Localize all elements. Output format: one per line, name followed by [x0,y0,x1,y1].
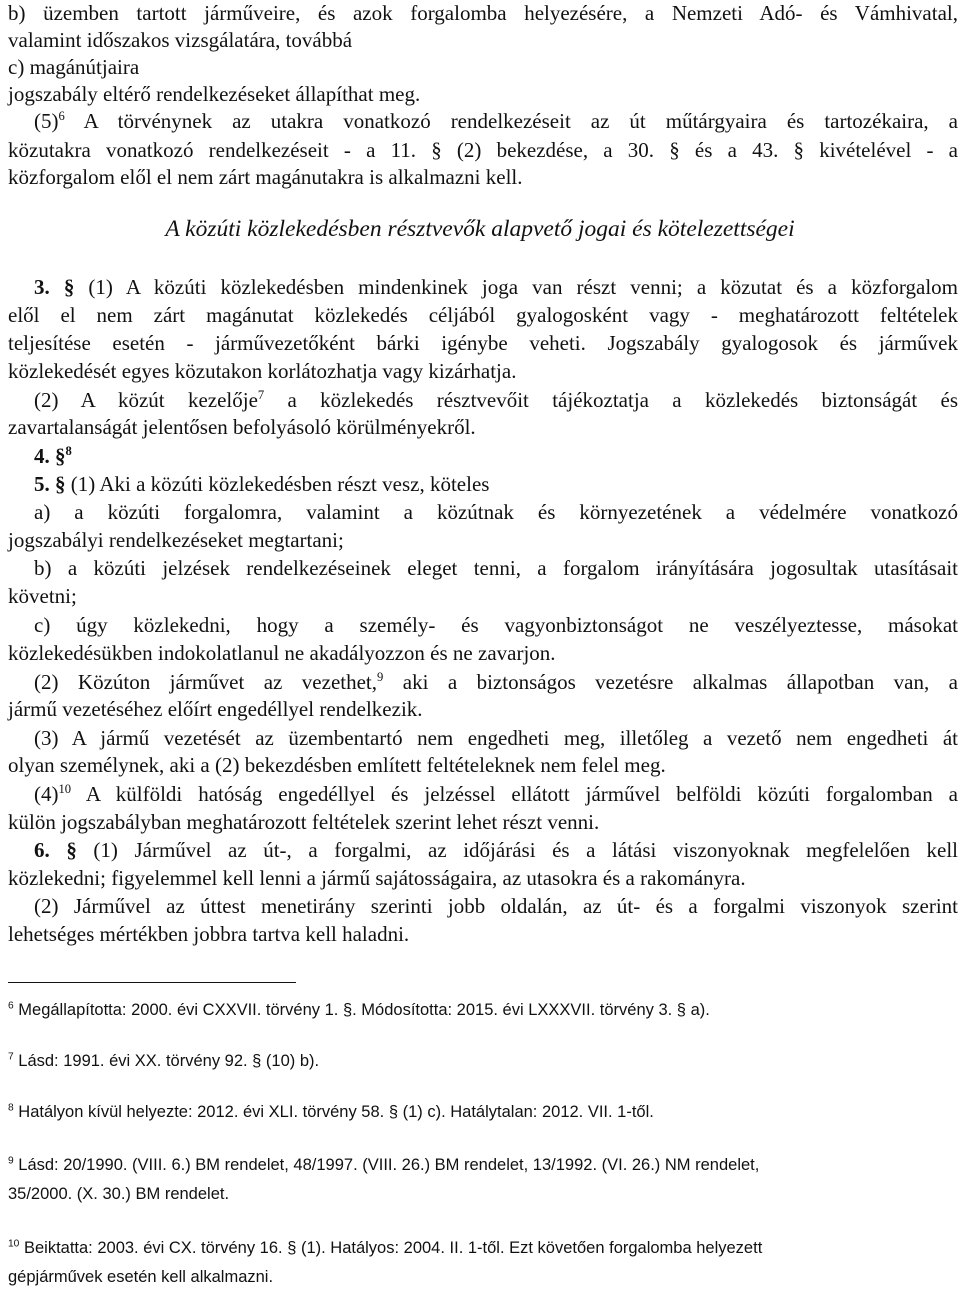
footnote-continuation: gépjárművek esetén kell alkalmazni. [8,1268,274,1286]
section-5-line: közlekedésükben indokolatlanul ne akadályozzon és ne zavarjon. [8,641,556,665]
body-line: c) magánútjaira [8,55,140,79]
footnote-ref[interactable]: 8 [65,444,72,458]
paragraph-text: (1) Aki a közúti közlekedésben részt vesz, köteles [65,472,490,496]
section-6-line: (2) Járművel az úttest menetirány szerinti jobb oldalán, az út- és a forgalmi viszonyok szerint [34,894,958,918]
paragraph-number: (5) [34,109,59,133]
section-3-line: elől el nem zárt magánutat közlekedés céljából gyalogosként vagy - meghatározott feltételek [8,303,958,327]
section-5-line [34,781,958,808]
section-5-line [34,471,958,498]
section-5-line: a) a közúti forgalomra, valamint a közútnak és környezetének a védelmére vonatkozó [34,500,958,524]
section-number: 4. § [34,444,66,468]
footnote [8,997,958,1024]
paragraph-5-line [34,108,958,135]
footnote-text: Megállapította: 2000. évi CXXVII. törvény 1. §. Módosította: 2015. évi LXXXVII. törvény 3. § a). [18,1001,710,1019]
paragraph-5-line: közforgalom elől el nem zárt magánutakra is alkalmazni kell. [8,165,523,189]
section-5-line: olyan személynek, aki a (2) bekezdésben említett feltételeknek nem felel meg. [8,753,666,777]
footnote-number: 10 [8,1238,20,1250]
section-number: 6. § [34,838,77,862]
footnote-number: 9 [8,1155,14,1167]
paragraph-text: a közlekedés résztvevőit tájékoztatja a közlekedés biztonságát és [264,388,958,412]
footnote-number: 8 [8,1102,14,1114]
footnote-number: 7 [8,1051,14,1063]
section-5-line: c) úgy közlekedni, hogy a személy- és vagyonbiztonságot ne veszélyeztesse, másokat [34,613,958,637]
section-6-line [34,837,958,864]
footnote [8,1099,958,1126]
paragraph-text: A törvénynek az utakra vonatkozó rendelkezéseit az út műtárgyaira és tartozékaira, a [64,109,958,133]
paragraph-text: (2) Közúton járművet az vezethet, [34,670,378,694]
footnote-separator [8,982,296,983]
section-3-line: zavartalanságát jelentősen befolyásoló körülményekről. [8,415,476,439]
footnote-text: Hatályon kívül helyezte: 2012. évi XLI. törvény 58. § (1) c). Hatálytalan: 2012. VII. 1-től. [18,1103,654,1121]
section-5-line: jogszabályi rendelkezéseket megtartani; [8,528,344,552]
section-3-line [34,274,958,301]
section-5-line [34,669,958,696]
section-3-line: közlekedését egyes közutakon korlátozhatja vagy kizárhatja. [8,359,517,383]
footnote-ref[interactable]: 6 [58,109,65,123]
section-number: 5. § [34,472,66,496]
section-3-line: teljesítése esetén - járművezetőként bárki igénybe veheti. Jogszabály gyalogosok és járművek [8,331,958,355]
body-line: jogszabály eltérő rendelkezéseket állapíthat meg. [8,82,421,106]
paragraph-text: A külföldi hatóság engedéllyel és jelzéssel ellátott járművel belföldi közúti forgalomban a [71,782,958,806]
footnote [8,1235,958,1262]
footnote-text: Lásd: 20/1990. (VIII. 6.) BM rendelet, 48/1997. (VIII. 26.) BM rendelet, 13/1992. (VI. 26.) NM rendelet, [18,1156,760,1174]
footnote-text: Beiktatta: 2003. évi CX. törvény 16. § (1). Hatályos: 2004. II. 1-től. Ezt követően forgalomba helyezett [23,1239,763,1257]
section-5-line: jármű vezetéséhez előírt engedéllyel rendelkezik. [8,697,423,721]
section-number: 3. § [34,275,75,299]
section-3-line [34,387,958,414]
section-6-line: közlekedni; figyelemmel kell lenni a jármű sajátosságaira, az utasokra és a rakományra. [8,866,746,890]
footnote [8,1048,958,1075]
section-6-line: lehetséges mértékben jobbra tartva kell haladni. [8,922,410,946]
footnote-continuation: 35/2000. (X. 30.) BM rendelet. [8,1185,230,1203]
footnote-number: 6 [8,1000,14,1012]
section-5-line: külön jogszabályban meghatározott feltételek szerint lehet részt venni. [8,810,600,834]
paragraph-text: (1) A közúti közlekedésben mindenkinek joga van részt venni; a közutat és a közforgalom [74,275,959,299]
body-line: b) üzemben tartott járműveire, és azok forgalomba helyezésére, a Nemzeti Adó- és Vámhivatal, [8,1,958,25]
section-5-line: (3) A jármű vezetését az üzembentartó nem engedheti meg, illetőleg a vezető nem engedheti át [34,726,958,750]
section-4-line [34,443,958,470]
section-heading: A közúti közlekedésben résztvevők alapvető jogai és kötelezettségei [165,216,795,242]
footnote [8,1152,958,1179]
body-line: valamint időszakos vizsgálatára, továbbá [8,28,353,52]
footnote-ref[interactable]: 9 [377,670,384,684]
paragraph-text: (1) Járművel az út-, a forgalmi, az időjárási és a látási viszonyoknak megfelelően kell [76,838,959,862]
footnote-ref[interactable]: 7 [257,388,265,402]
paragraph-number: (4) [34,782,59,806]
paragraph-5-line: közutakra vonatkozó rendelkezéseit - a 11. § (2) bekezdése, a 30. § és a 43. § kivételével - a [8,138,958,162]
paragraph-text: (2) A közút kezelője [34,388,258,412]
footnote-ref[interactable]: 10 [58,782,72,796]
paragraph-text: aki a biztonságos vezetésre alkalmas állapotban van, a [383,670,958,694]
footnote-text: Lásd: 1991. évi XX. törvény 92. § (10) b). [18,1052,320,1070]
section-5-line: követni; [8,584,77,608]
section-5-line: b) a közúti jelzések rendelkezéseinek eleget tenni, a forgalom irányítására jogosultak utasításait [34,556,958,580]
